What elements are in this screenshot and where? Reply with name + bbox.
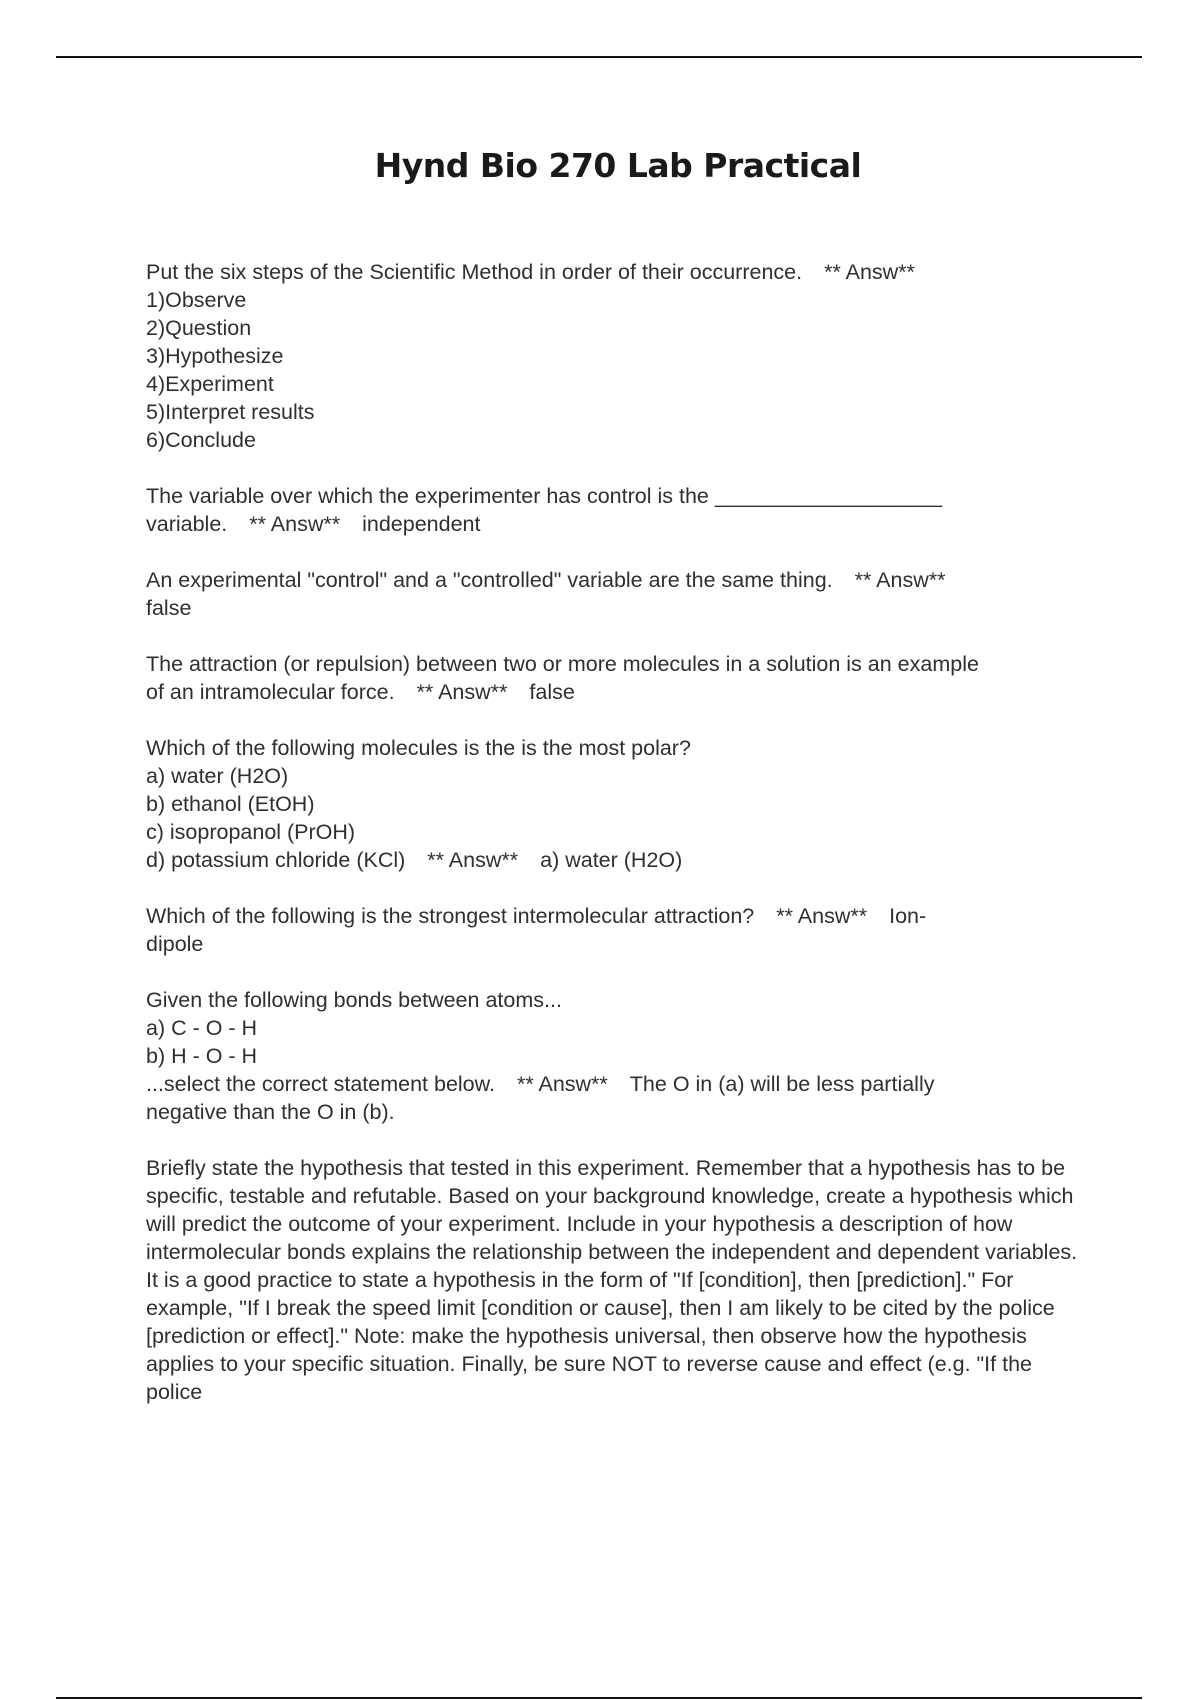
answer-marker: ** Answ** xyxy=(776,904,868,928)
option-item: c) isopropanol (PrOH) xyxy=(146,820,356,844)
option-item: d) potassium chloride (KCl) xyxy=(146,848,406,872)
question-line xyxy=(146,510,1091,538)
question-line xyxy=(146,258,1091,286)
list-item: 3)Hypothesize xyxy=(146,344,284,368)
answer-text: dipole xyxy=(146,932,204,956)
list-item: 5)Interpret results xyxy=(146,400,315,424)
footer-rule xyxy=(56,1697,1142,1699)
question-block xyxy=(146,1154,1091,1406)
document-body xyxy=(146,258,1091,1434)
question-text: The attraction (or repulsion) between two or more molecules in a solution is an example xyxy=(146,652,979,676)
answer-text: false xyxy=(146,596,192,620)
option-item: b) H - O - H xyxy=(146,1044,258,1068)
question-text: Which of the following molecules is the is the most polar? xyxy=(146,736,691,760)
question-text: of an intramolecular force. xyxy=(146,680,395,704)
option-item: a) C - O - H xyxy=(146,1016,258,1040)
question-line xyxy=(146,1070,1091,1098)
question-text: variable. xyxy=(146,512,228,536)
hypothesis-paragraph: Briefly state the hypothesis that tested in this experiment. Remember that a hypothesis has to be specific, testable and refutable. Based on your background knowledge, create a hypothesis which will predict the outcome of your experiment. Include in your hypothesis a description of how intermolecular bonds explains the relationship between the independent and dependent variables. It is a good practice to state a hypothesis in the form of "If [condition], then [prediction]." For example, "If I break the speed limit [condition or cause], then I am likely to be cited by the police [prediction or effect]." Note: make the hypothesis universal, then observe how the hypothesis applies to your specific situation. Finally, be sure NOT to reverse cause and effect (e.g. "If the police xyxy=(146,1156,1078,1404)
question-block xyxy=(146,902,1091,958)
answer-text: negative than the O in (b). xyxy=(146,1100,395,1124)
list-item: 6)Conclude xyxy=(146,428,256,452)
option-item: a) water (H2O) xyxy=(146,764,289,788)
answer-text: The O in (a) will be less partially xyxy=(629,1072,935,1096)
header-rule xyxy=(56,56,1142,58)
question-text: ...select the correct statement below. xyxy=(146,1072,495,1096)
question-line xyxy=(146,846,1091,874)
question-text: An experimental "control" and a "controlled" variable are the same thing. xyxy=(146,568,833,592)
question-block xyxy=(146,650,1091,706)
question-line xyxy=(146,678,1091,706)
question-text: Which of the following is the strongest intermolecular attraction? xyxy=(146,904,755,928)
question-block xyxy=(146,986,1091,1126)
answer-marker: ** Answ** xyxy=(516,1072,608,1096)
answer-marker: ** Answ** xyxy=(416,680,508,704)
list-item: 1)Observe xyxy=(146,288,247,312)
question-text: Put the six steps of the Scientific Method in order of their occurrence. xyxy=(146,260,803,284)
question-block xyxy=(146,566,1091,622)
question-block xyxy=(146,734,1091,874)
question-text: The variable over which the experimenter has control is the ___________________ xyxy=(146,484,943,508)
answer-text: false xyxy=(529,680,575,704)
list-item: 2)Question xyxy=(146,316,252,340)
answer-text: independent xyxy=(362,512,481,536)
question-text: Given the following bonds between atoms... xyxy=(146,988,562,1012)
answer-marker: ** Answ** xyxy=(854,568,946,592)
question-line xyxy=(146,902,1091,930)
document-title: Hynd Bio 270 Lab Practical xyxy=(374,146,862,185)
list-item: 4)Experiment xyxy=(146,372,274,396)
question-block xyxy=(146,482,1091,538)
question-block xyxy=(146,258,1091,454)
question-line xyxy=(146,566,1091,594)
answer-marker: ** Answ** xyxy=(427,848,519,872)
answer-marker: ** Answ** xyxy=(824,260,915,284)
answer-text: Ion- xyxy=(889,904,927,928)
option-item: b) ethanol (EtOH) xyxy=(146,792,315,816)
answer-text: a) water (H2O) xyxy=(540,848,683,872)
answer-marker: ** Answ** xyxy=(249,512,341,536)
